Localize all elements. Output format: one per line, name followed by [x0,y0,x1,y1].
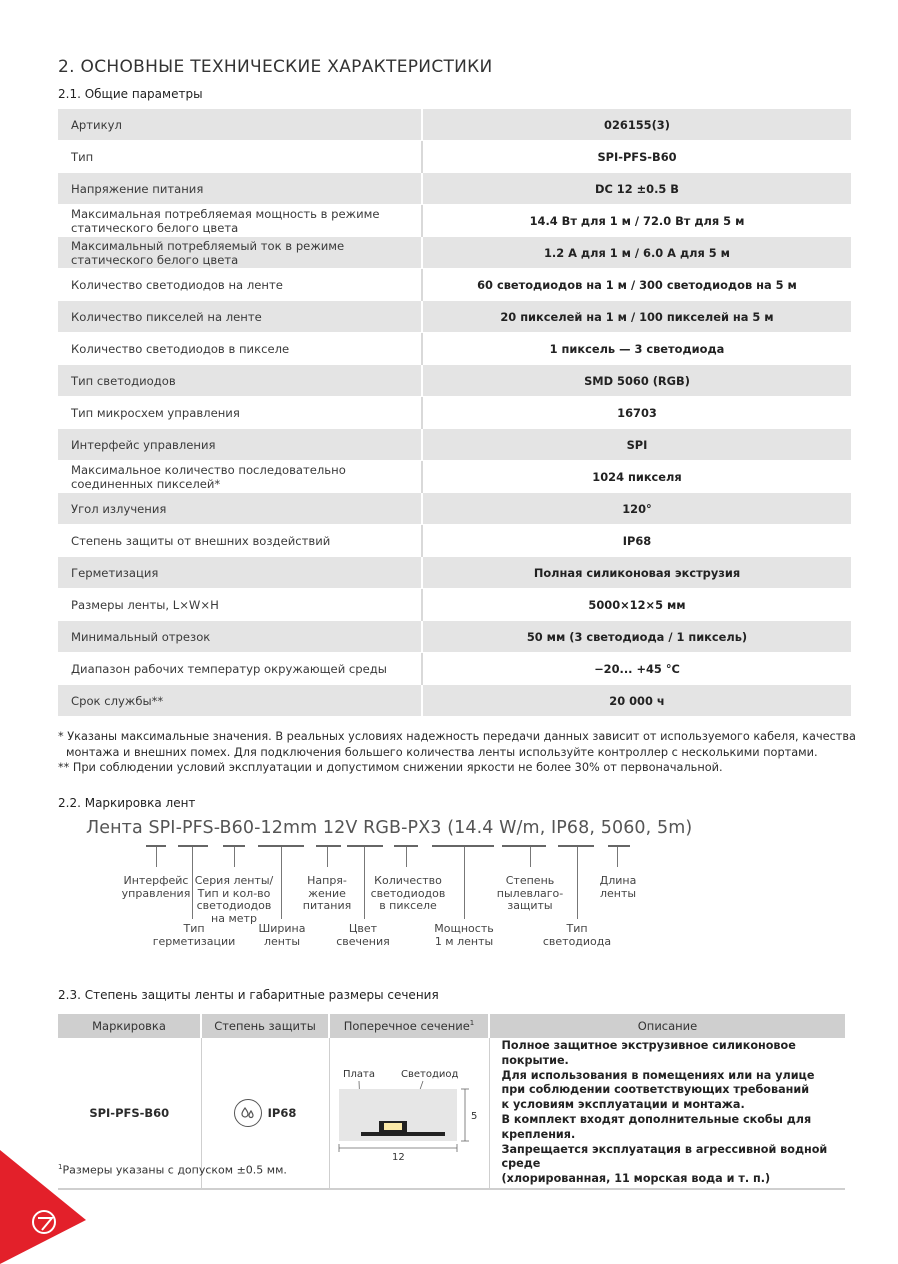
spec-key: Максимальное количество последовательно соединенных пикселей* [58,461,422,493]
spec-key: Максимальная потребляемая мощность в режиме статического белого цвета [58,205,422,237]
spec-key: Герметизация [58,557,422,589]
cross-section-drawing [331,1061,483,1161]
label-color: Цвет свечения [336,922,390,948]
spec-value: 026155(3) [422,109,851,141]
spec-value: DC 12 ±0.5 В [422,173,851,205]
section-heading: 2. ОСНОВНЫЕ ТЕХНИЧЕСКИЕ ХАРАКТЕРИСТИКИ [58,57,493,77]
spec-key: Количество светодиодов на ленте [58,269,422,301]
seg-voltage [316,845,341,847]
svg-text:Плата: Плата [342,1068,375,1080]
label-interface: Интерфейс управления [121,874,191,900]
spec-value: 60 светодиодов на 1 м / 300 светодиодов на 5 м [422,269,851,301]
spec-key: Интерфейс управления [58,429,422,461]
header-protection: Степень защиты [201,1014,329,1038]
subsection-marking: 2.2. Маркировка лент [58,796,196,810]
note-1: * Указаны максимальные значения. В реальных условиях надежность передачи данных зависит от используемого кабеля, качества [58,730,856,743]
header-marking: Маркировка [58,1014,201,1038]
spec-row [58,621,851,653]
label-leds-per-pixel: Количество светодиодов в пикселе [370,874,446,912]
seg-led-type [558,845,594,847]
subsection-general: 2.1. Общие параметры [58,87,203,101]
notes [58,729,858,776]
spec-row [58,173,851,205]
line-length [617,847,618,867]
line-series [234,847,235,867]
spec-key: Минимальный отрезок [58,621,422,653]
spec-value: SPI [422,429,851,461]
spec-value: 14.4 Вт для 1 м / 72.0 Вт для 5 м [422,205,851,237]
spec-row [58,653,851,685]
spec-row [58,557,851,589]
spec-table [58,109,851,717]
cell-cross-section [329,1038,489,1189]
label-power: Мощность 1 м ленты [434,922,494,948]
spec-value: −20... +45 °C [422,653,851,685]
spec-key: Размеры ленты, L×W×H [58,589,422,621]
label-length: Длина ленты [599,874,637,900]
spec-value: 5000×12×5 мм [422,589,851,621]
line-leds-per-pixel [406,847,407,867]
footnote: $^1$Размеры указаны с допуском ±0.5 мм. [58,1163,287,1177]
spec-value: SPI-PFS-B60 [422,141,851,173]
spec-row [58,429,851,461]
spec-row [58,109,851,141]
spec-row [58,301,851,333]
header-section: Поперечное сечение$^1$ [329,1014,489,1038]
spec-row [58,333,851,365]
spec-key: Тип [58,141,422,173]
seg-color [347,845,383,847]
spec-row [58,205,851,237]
label-series: Серия ленты/ Тип и кол-во светодиодов на метр [194,874,274,925]
svg-text:12: 12 [391,1151,405,1161]
label-led-type: Тип светодиода [542,922,612,948]
seg-length [608,845,630,847]
spec-key: Тип микросхем управления [58,397,422,429]
spec-value: IP68 [422,525,851,557]
label-voltage: Напря- жение питания [302,874,352,912]
label-ip: Степень пылевлаго- защиты [496,874,564,912]
svg-text:Светодиод: Светодиод [400,1068,458,1080]
line-interface [156,847,157,867]
spec-key: Тип светодиодов [58,365,422,397]
spec-row [58,461,851,493]
spec-value: 120° [422,493,851,525]
spec-value: SMD 5060 (RGB) [422,365,851,397]
spec-value: 1 пиксель — 3 светодиода [422,333,851,365]
label-width: Ширина ленты [258,922,306,948]
note-1-cont: монтажа и внешних помех. Для подключения большего количества ленты используйте контроллер с несколькими портами. [66,745,818,759]
spec-row [58,237,851,269]
line-led-type [577,847,578,919]
spec-row [58,589,851,621]
seg-ip [502,845,546,847]
svg-text:5: 5 [470,1110,477,1122]
line-voltage [327,847,328,867]
line-width [281,847,282,919]
line-ip [530,847,531,867]
spec-row [58,141,851,173]
note-2: ** При соблюдении условий эксплуатации и допустимом снижении яркости не более 30% от первоначальной. [58,761,723,774]
spec-value: 1024 пикселя [422,461,851,493]
spec-key: Напряжение питания [58,173,422,205]
spec-key: Степень защиты от внешних воздействий [58,525,422,557]
spec-row [58,525,851,557]
header-description: Описание [489,1014,845,1038]
cell-model: SPI-PFS-B60 [58,1038,201,1189]
spec-key: Срок службы** [58,685,422,717]
spec-row [58,397,851,429]
seg-power [432,845,494,847]
spec-value: 50 мм (3 светодиода / 1 пиксель) [422,621,851,653]
spec-row [58,365,851,397]
marking-code: Лента SPI-PFS-B60-12mm 12V RGB-PX3 (14.4 W/m, IP68, 5060, 5m) [86,818,693,838]
spec-value: 16703 [422,397,851,429]
spec-row [58,493,851,525]
spec-key: Угол излучения [58,493,422,525]
spec-key: Артикул [58,109,422,141]
spec-key: Максимальный потребляемый ток в режиме статического белого цвета [58,237,422,269]
subsection-protection: 2.3. Степень защиты ленты и габаритные размеры сечения [58,988,439,1002]
seg-sealing [178,845,208,847]
spec-value: 1.2 А для 1 м / 6.0 А для 5 м [422,237,851,269]
cell-description: Полное защитное экструзивное силиконовое покрытие. Для использования в помещениях или на улице при соблюдении соответствующих требований к условиям эксплуатации и монтажа. В комплект входят дополнительные скобы для крепления. Запрещается эксплуатация в агрессивной водной среде (хлорированная, 11 морская вода и т. п.) [489,1038,845,1189]
spec-value: 20 пикселей на 1 м / 100 пикселей на 5 м [422,301,851,333]
spec-value: Полная силиконовая экструзия [422,557,851,589]
spec-row [58,685,851,717]
spec-value: 20 000 ч [422,685,851,717]
label-sealing: Тип герметизации [152,922,236,948]
spec-row [58,269,851,301]
line-power [464,847,465,919]
spec-key: Количество светодиодов в пикселе [58,333,422,365]
spec-key: Количество пикселей на ленте [58,301,422,333]
brand-logo-corner [0,1150,90,1264]
water-drops-icon [234,1099,262,1127]
spec-key: Диапазон рабочих температур окружающей среды [58,653,422,685]
ip-rating: IP68 [267,1105,297,1120]
